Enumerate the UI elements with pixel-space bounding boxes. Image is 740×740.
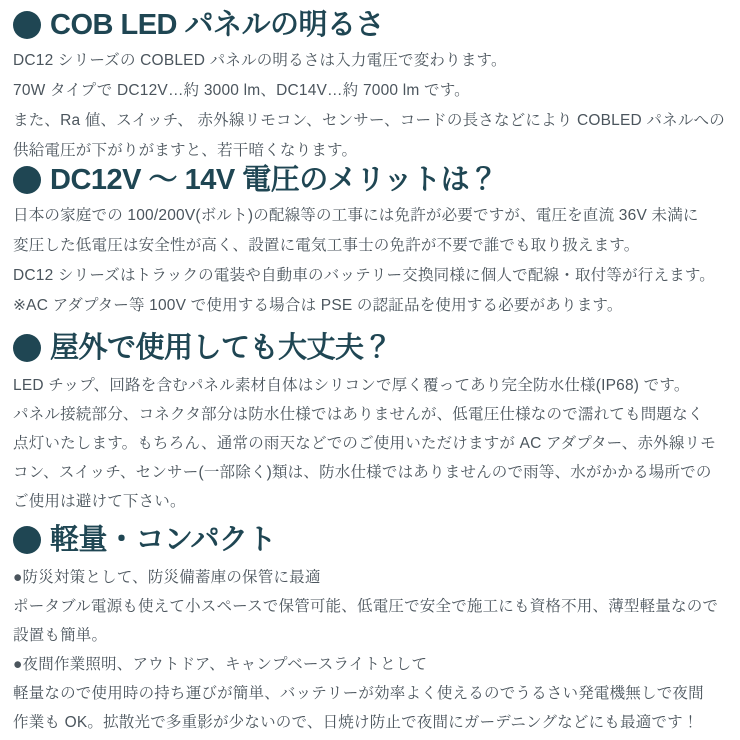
section-body [13,371,734,516]
body-line: 供給電圧が下がりがますと、若干暗くなります。 [13,142,358,159]
heading-bullet-icon [13,334,41,362]
body-line-sub-bullet: ●防災対策として、防災備蓄庫の保管に最適 [13,569,321,586]
body-line: 変圧した低電圧は安全性が高く、設置に電気工事士の免許が不要で誰でも取り扱えます。 [13,237,640,254]
section-heading-label: 軽量・コンパクト [50,524,276,556]
body-line: 70W タイプで DC12V…約 3000 lm、DC14V…約 7000 lm です。 [13,82,470,99]
heading-bullet-icon [13,166,41,194]
body-line: 設置も簡単。 [13,627,108,644]
body-line: DC12 シリーズの COBLED パネルの明るさは入力電圧で変わります。 [13,52,507,69]
body-line: LED チップ、回路を含むパネル素材自体はシリコンで厚く覆ってあり完全防水仕様(IP68) です。 [13,377,690,394]
section-heading [13,163,734,197]
section-heading [13,331,734,365]
body-line: ご使用は避けて下さい。 [13,493,186,510]
body-line: 日本の家庭での 100/200V(ボルト)の配線等の工事には免許が必要ですが、電圧を直流 36V 未満に [13,207,699,224]
section-brightness [13,8,734,166]
body-line: コン、スイッチ、センサー(一部除く)類は、防水仕様ではありませんので雨等、水がかかる場所での [13,464,712,481]
body-line: 点灯いたします。もちろん、通常の雨天などでのご使用いただけますが AC アダプター、赤外線リモ [13,435,716,452]
section-heading-label: 屋外で使用しても大丈夫？ [50,332,393,364]
body-line: 作業も OK。拡散光で多重影が少ないので、日焼け防止で夜間にガーデニングなどにも最適です！ [13,714,699,731]
body-line-sub-bullet: ●夜間作業照明、アウトドア、キャンプベースライトとして [13,656,428,673]
section-body [13,563,734,737]
section-voltage-merit [13,163,734,321]
body-line: また、Ra 値、スイッチ、 赤外線リモコン、センサー、コードの長さなどにより COBLED パネルへの [13,112,725,129]
section-body [13,201,734,321]
section-heading [13,523,734,557]
heading-bullet-icon [13,526,41,554]
body-line: パネル接続部分、コネクタ部分は防水仕様ではありませんが、低電圧仕様なので濡れても問題なく [13,406,704,423]
section-outdoor-use [13,331,734,516]
body-line: 軽量なので使用時の持ち運びが簡単、バッテリーが効率よく使えるのでうるさい発電機無しで夜間 [13,685,704,702]
section-heading-label: COB LED パネルの明るさ [50,9,385,41]
body-line: ※AC アダプター等 100V で使用する場合は PSE の認証品を使用する必要があります。 [13,297,623,314]
section-body [13,46,734,166]
heading-bullet-icon [13,11,41,39]
section-heading-label: DC12V ～ 14V 電圧のメリットは？ [50,164,498,196]
section-lightweight-compact [13,523,734,737]
body-line: ポータブル電源も使えて小スペースで保管可能、低電圧で安全で施工にも資格不用、薄型軽量なので [13,598,719,615]
body-line: DC12 シリーズはトラックの電装や自動車のバッテリー交換同様に個人で配線・取付等が行えます。 [13,267,716,284]
section-heading [13,8,734,42]
